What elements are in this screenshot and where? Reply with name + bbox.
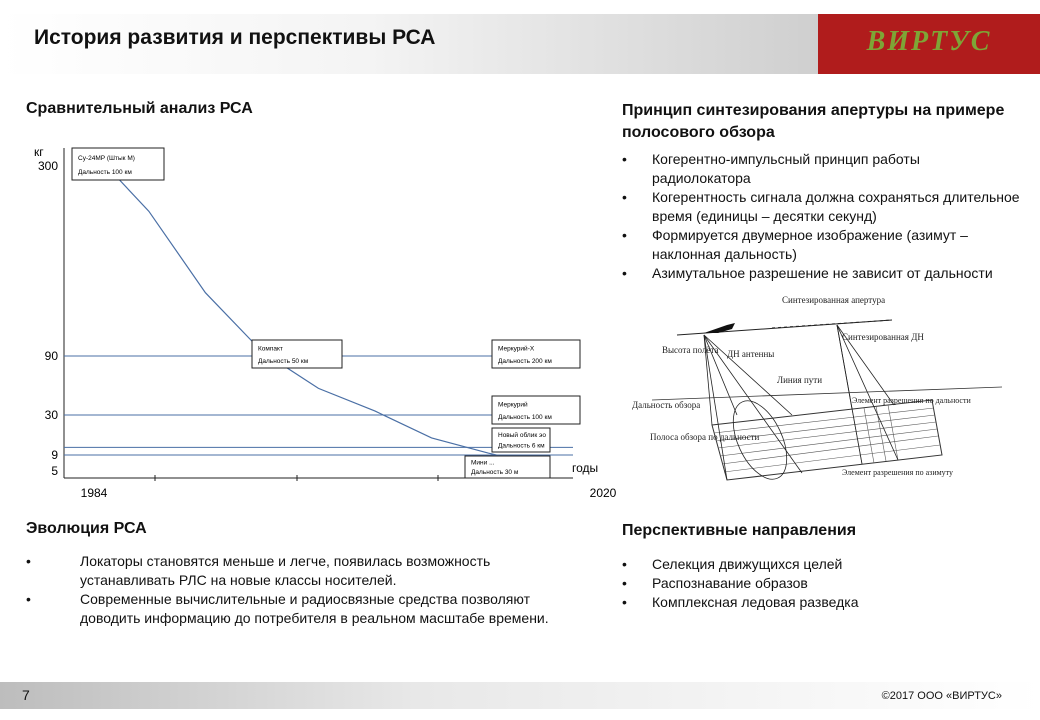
annotation-line2: Дальность 100 км <box>78 169 132 177</box>
mass-chart <box>0 140 620 510</box>
label-antenna-pattern: ДН антенны <box>727 349 775 359</box>
prospects-list <box>622 555 1022 612</box>
y-axis-label: кг <box>34 145 44 159</box>
principle-heading <box>622 100 1004 144</box>
label-azimuth-res: Элемент разрешения по азимуту <box>842 468 954 477</box>
annotation-line2: Дальность 6 км <box>498 442 545 450</box>
prospects-heading: Перспективные направления <box>622 522 857 539</box>
y-tick-label: 9 <box>51 448 58 462</box>
list-item: • Когерентность сигнала должна сохраняться длительное время (единицы – десятки секунд) <box>622 188 1022 226</box>
list-item: • Азимутальное разрешение не зависит от дальности <box>622 264 1022 283</box>
principle-heading-line2: полосового обзора <box>622 124 775 141</box>
list-item: • Комплексная ледовая разведка <box>622 593 1022 612</box>
list-item: • Локаторы становятся меньше и легче, появилась возможность устанавливать РЛС на новые классы носителей. <box>26 552 566 590</box>
annotation-line1: Новый облик эо <box>498 432 546 440</box>
aperture-dashes <box>772 320 892 328</box>
x-tick-label: 1984 <box>80 486 108 500</box>
label-synth-aperture: Синтезированная апертура <box>782 295 886 305</box>
annotation-line1: Меркурий-X <box>498 345 535 353</box>
label-range-res: Элемент разрешения по дальности <box>852 396 971 405</box>
y-tick-label: 30 <box>44 408 58 422</box>
y-tick-label: 5 <box>51 464 58 478</box>
annotation-line2: Дальность 50 км <box>258 357 309 365</box>
annotation-line1: Компакт <box>258 345 283 353</box>
page-title: История развития и перспективы РСА <box>34 26 436 49</box>
evolution-heading: Эволюция РСА <box>26 520 147 537</box>
list-item: • Селекция движущихся целей <box>622 555 1022 574</box>
annotation-line2: Дальность 100 км <box>498 413 552 421</box>
annotation-line2: Дальность 200 км <box>498 357 552 365</box>
label-track-line: Линия пути <box>777 375 823 385</box>
label-view-range: Дальность обзора <box>632 400 701 410</box>
x-axis-label: годы <box>572 461 599 475</box>
list-item: • Современные вычислительные и радиосвязные средства позволяют доводить информацию до потребителя в реальном масштабе времени. <box>26 590 566 628</box>
chart-heading: Сравнительный анализ РСА <box>26 100 253 117</box>
evolution-list <box>26 552 566 628</box>
copyright: ©2017 ООО «ВИРТУС» <box>881 690 1002 702</box>
label-strip: Полоса обзора по дальности <box>650 432 760 442</box>
logo <box>818 14 1040 74</box>
annotation-line1: Мини ... <box>471 459 495 467</box>
label-flight-height: Высота полёта <box>662 345 719 355</box>
y-tick-label: 90 <box>44 349 58 363</box>
sar-diagram <box>632 295 1012 495</box>
page-number: 7 <box>22 687 30 703</box>
list-item: • Когерентно-импульсный принцип работы радиолокатора <box>622 150 1022 188</box>
principle-list <box>622 150 1022 283</box>
annotation-line1: Меркурий <box>498 401 528 409</box>
label-synth-pattern: Синтезированная ДН <box>842 332 924 342</box>
logo-text: ВИРТУС <box>866 26 992 57</box>
series-line <box>106 166 530 463</box>
list-item: • Распознавание образов <box>622 574 1022 593</box>
y-tick-label: 300 <box>37 159 58 173</box>
annotation-line2: Дальность 30 м <box>471 469 519 477</box>
principle-heading-line1: Принцип синтезирования апертуры на примере <box>622 102 1005 119</box>
x-tick-label: 2020 <box>589 486 617 500</box>
list-item: • Формируется двумерное изображение (азимут – наклонная дальность) <box>622 226 1022 264</box>
annotation-line1: Су-24МР (Штык М) <box>78 155 135 163</box>
